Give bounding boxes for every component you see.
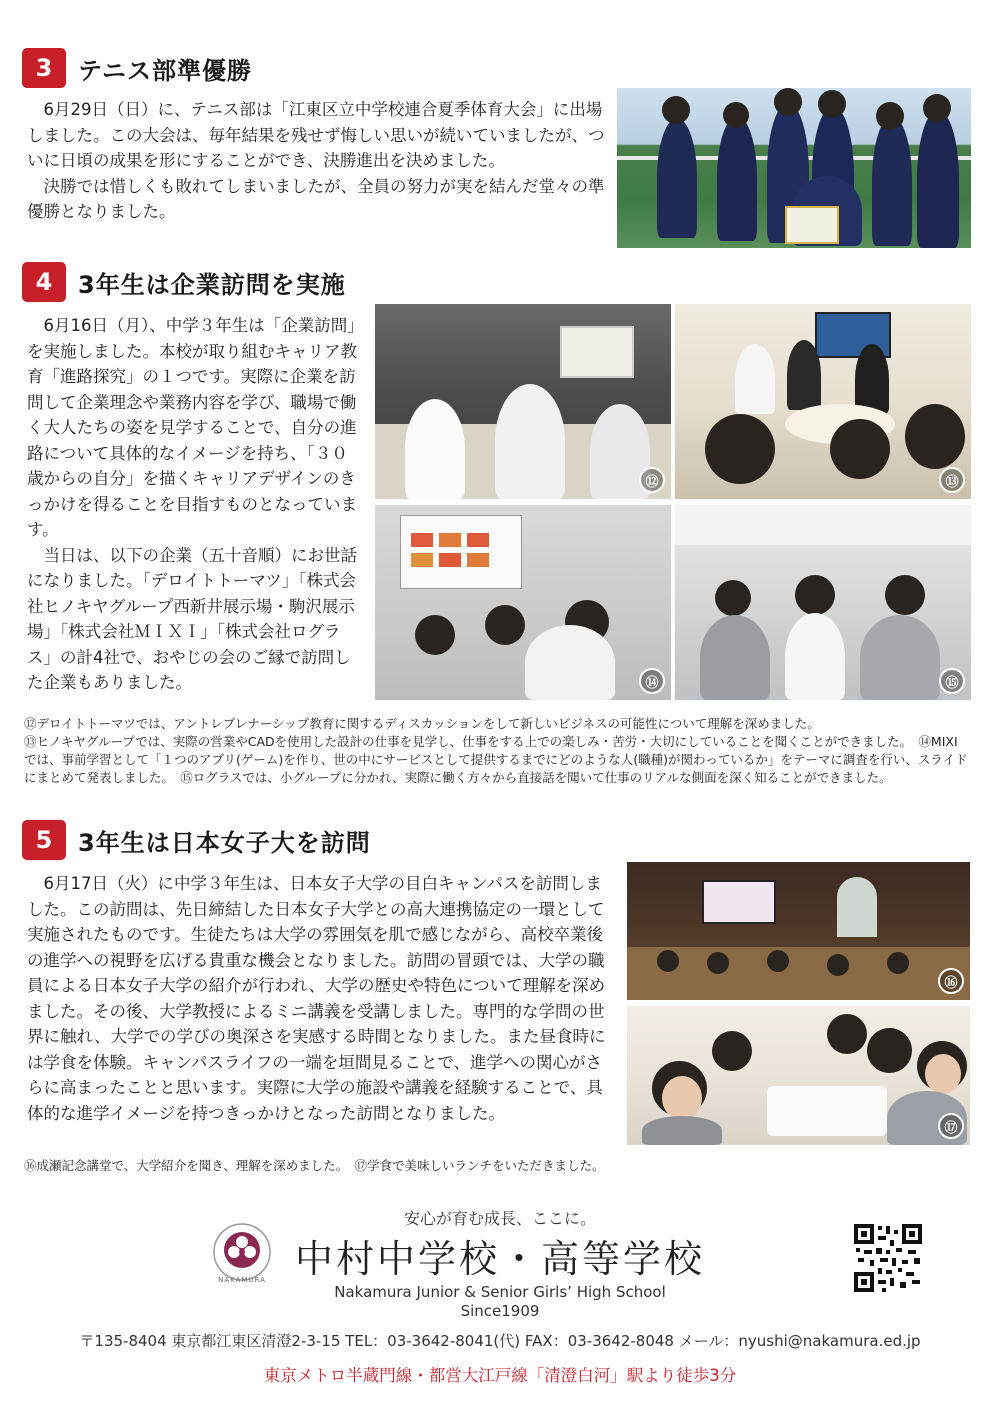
section-title: 3年生は企業訪問を実施	[78, 270, 346, 299]
section-title: テニス部準優勝	[78, 56, 253, 85]
paragraph: 6月17日（火）に中学３年生は、日本女子大学の目白キャンパスを訪問しました。この訪問は、先日締結した日本女子大学との高大連携協定の一環として実施されたものです。生徒たちは大学の雰囲気を肌で感じながら、高校卒業後の進学への視野を広げる貴重な機会となりました。訪問の冒頭では、大学の職員による日本女子大学の紹介が行われ、大学の歴史や特色について理解を深めました。その後、大学教授によるミニ講義を受講しました。専門的な学問の世界に触れ、大学での学びの奥深さを実感する時間となりました。また昼食時には学食を体験。キャンパスライフの一端を垣間見ることで、進学への関心がさらに高まったことと思います。実際に大学の施設や講義を経験することで、具体的な進学イメージを持つきっかけとなった訪問となりました。	[27, 874, 606, 1123]
tagline: 安心が育む成長、ここに。	[403, 1209, 596, 1228]
section-3-body	[27, 97, 609, 225]
qr-code-icon[interactable]	[852, 1222, 924, 1294]
paragraph: 6月16日（月）、中学３年生は「企業訪問」を実施しました。本校が取り組むキャリア教育「進路探究」の１つです。実際に企業を訪問して企業理念や業務内容を学び、職場で働く大人たちの姿を見学することで、自分の進路について具体的なイメージを持ち、「３０歳からの自分」を描くキャリアデザインのきっかけを得ることを目指すものとなっています。	[27, 316, 357, 539]
school-name: 中村中学校・高等学校	[294, 1237, 705, 1281]
section-5-header	[22, 820, 371, 860]
section-5-caption	[24, 1157, 969, 1175]
logo-text: NAKAMURA	[218, 1276, 266, 1284]
photo-number-badge: ⑮	[939, 668, 965, 694]
photo-number-badge: ⑭	[639, 668, 665, 694]
section-4-header	[22, 262, 346, 302]
photo-17	[627, 1006, 970, 1145]
photo-12	[375, 304, 671, 499]
since-year: Since1909	[460, 1302, 540, 1320]
photo-number-badge: ⑫	[639, 467, 665, 493]
photo-13	[675, 304, 971, 499]
access-line: 東京メトロ半蔵門線・都営大江戸線「清澄白河」駅より徒歩3分	[263, 1366, 737, 1385]
school-name-en: Nakamura Junior & Senior Girls’ High School	[334, 1283, 666, 1301]
caption: ⑫デロイトトーマツでは、アントレプレナーシップ教育に関するディスカッションをして新しいビジネスの可能性について理解を深めました。	[24, 716, 820, 731]
address-line: 〒135-8404 東京都江東区清澄2-3-15 TEL：03-3642-8041(代) FAX：03-3642-8048 メール：nyushi@nakamura.ed.jp	[79, 1332, 921, 1350]
section-title: 3年生は日本女子大を訪問	[78, 828, 371, 857]
photo-number-badge: ⑯	[938, 968, 964, 994]
tennis-team-photo	[617, 88, 971, 248]
section-4-captions	[24, 715, 969, 787]
section-4-body	[27, 313, 359, 696]
section-number: 4	[22, 262, 66, 302]
paragraph: 6月29日（日）に、テニス部は「江東区立中学校連合夏季体育大会」に出場しました。この大会は、毎年結果を残せず悔しい思いが続いていましたが、ついに日頃の成果を形にすることができ、決勝進出を決めました。	[27, 100, 605, 170]
photo-number-badge: ⑰	[938, 1113, 964, 1139]
photo-14	[375, 505, 671, 700]
photo-16	[627, 862, 970, 1000]
caption: ⑬ヒノキヤグループでは、実際の営業やCADを使用した設計の仕事を見学し、仕事をする上での楽しみ・苦労・大切にしていることを聞くことができました。 ⑭MIXIでは、事前学習として「１つのアプリ(ゲーム)を作り、世の中にサービスとして提供するまでにどのような人(職種)が関わっているか」をテーマに調査を行い、スライドにまとめて発表しました。 ⑮ログラスでは、小グループに分かれ、実際に働く方々から直接話を聞いて仕事のリアルな側面を深く知ることができました。	[24, 734, 968, 785]
caption: ⑯成瀬記念講堂で、大学紹介を聞き、理解を深めました。 ⑰学食で美味しいランチをいただきました。	[24, 1158, 605, 1173]
photo-15	[675, 505, 971, 700]
paragraph: 当日は、以下の企業（五十音順）にお世話になりました。「デロイトトーマツ」「株式会社ヒノキヤグループ西新井展示場・駒沢展示場」「株式会社ＭＩＸＩ」「株式会社ログラス」の計4社で、おやじの会のご縁で訪問した企業もありました。	[27, 545, 357, 692]
paragraph: 決勝では惜しくも敗れてしまいましたが、全員の努力が実を結んだ堂々の準優勝となりました。	[27, 176, 605, 221]
section-5-body	[27, 871, 611, 1126]
section-number: 3	[22, 48, 66, 88]
section-3-header	[22, 48, 252, 88]
photo-number-badge: ⑬	[939, 467, 965, 493]
section-number: 5	[22, 820, 66, 860]
